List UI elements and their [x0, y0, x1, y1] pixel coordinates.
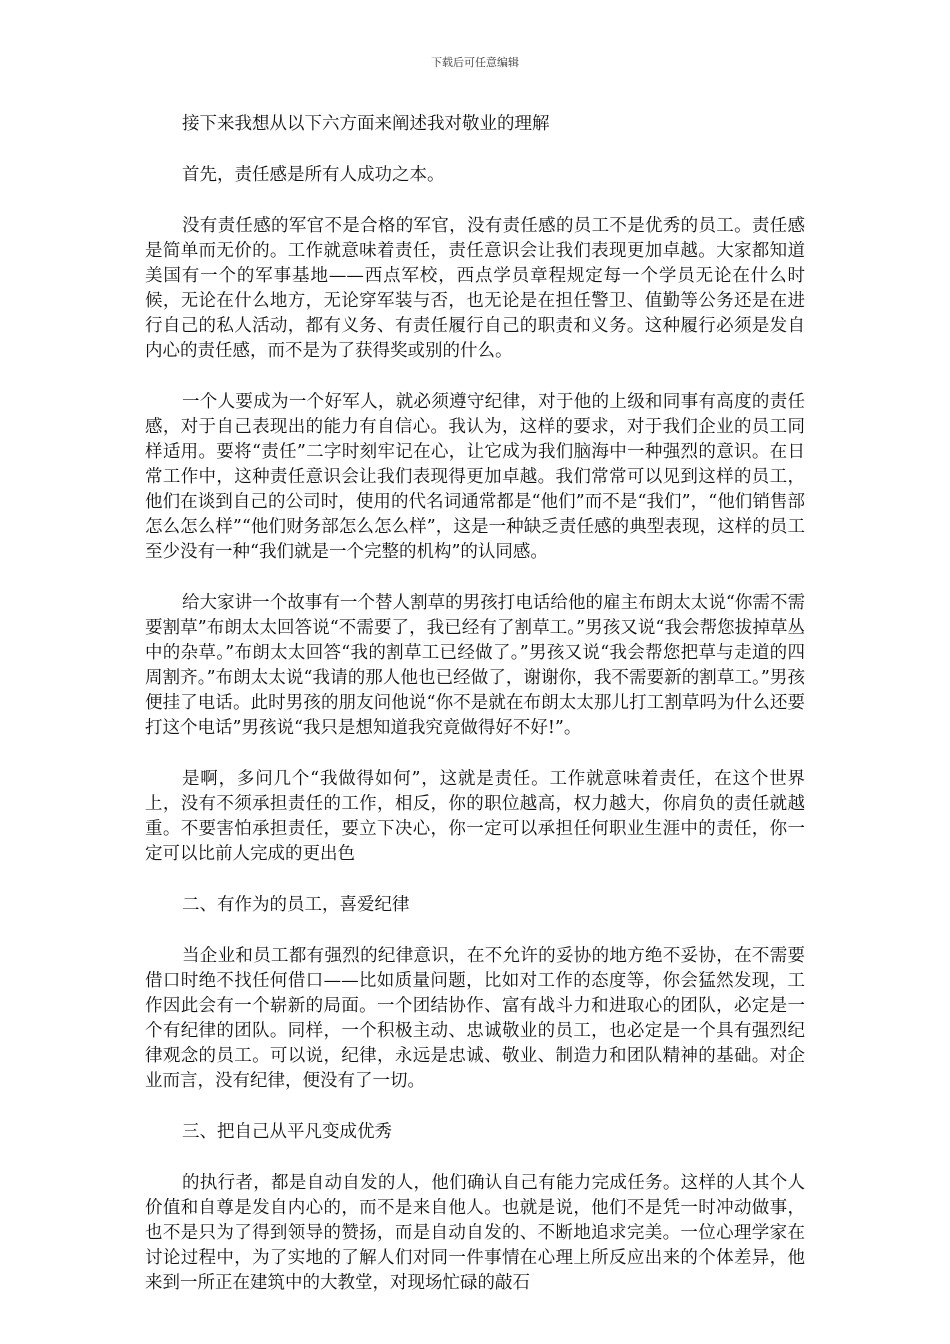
story-paragraph: 给大家讲一个故事有一个替人割草的男孩打电话给他的雇主布朗太太说“你需不需要割草”布朗太太回答说“不需要了，我已经有了割草工。”男孩又说“我会帮您拔掉草丛中的杂草。”布朗太太回答“我的割草工已经做了。”男孩又说“我会帮您把草与走道的四周割齐。”布朗太太说“我请的那人他也已经做了，谢谢你，我不需要新的割草工。”男孩便挂了电话。此时男孩的朋友问他说“你不是就在布朗太太那儿打工割草吗为什么还要打这个电话”男孩说“我只是想知道我究竟做得好不好!”。	[145, 593, 805, 738]
body-paragraph: 没有责任感的军官不是合格的军官，没有责任感的员工不是优秀的员工。责任感是简单而无价的。工作就意味着责任，责任意识会让我们表现更加卓越。大家都知道美国有一个的军事基地——西点军校，西点学员章程规定每一个学员无论在什么时候，无论在什么地方，无论穿军装与否，也无论是在担任警卫、值勤等公务还是在进行自己的私人活动，都有义务、有责任履行自己的职责和义务。这种履行必须是发自内心的责任感，而不是为了获得奖或别的什么。	[145, 216, 805, 361]
section-heading-discipline: 二、有作为的员工，喜爱纪律	[182, 895, 410, 915]
body-paragraph: 当企业和员工都有强烈的纪律意识，在不允许的妥协的地方绝不妥协，在不需要借口时绝不找任何借口——比如质量问题，比如对工作的态度等，你会猛然发现，工作因此会有一个崭新的局面。一个团结协作、富有战斗力和进取心的团队，必定是一个有纪律的团队。同样，一个积极主动、忠诚敬业的员工，也必定是一个具有强烈纪律观念的员工。可以说，纪律，永远是忠诚、敬业、制造力和团队精神的基础。对企业而言，没有纪律，便没有了一切。	[145, 946, 805, 1091]
section-heading-excellence: 三、把自己从平凡变成优秀	[182, 1122, 392, 1142]
body-paragraph: 是啊，多问几个“我做得如何”，这就是责任。工作就意味着责任，在这个世界上，没有不须承担责任的工作，相反，你的职位越高，权力越大，你肩负的责任就越重。不要害怕承担责任，要立下决心，你一定可以承担任何职业生涯中的责任，你一定可以比前人完成的更出色	[145, 769, 805, 864]
body-paragraph: 的执行者，都是自动自发的人，他们确认自己有能力完成任务。这样的人其个人价值和自尊是发自内心的，而不是来自他人。也就是说，他们不是凭一时冲动做事，也不是只为了得到领导的赞扬，而是自动自发的、不断地追求完美。一位心理学家在讨论过程中，为了实地的了解人们对同一件事情在心理上所反应出来的个体差异，他来到一所正在建筑中的大教堂，对现场忙碌的敲石	[145, 1173, 805, 1293]
section-heading-responsibility: 首先，责任感是所有人成功之本。	[182, 165, 445, 185]
document-body	[145, 112, 805, 1322]
body-paragraph: 一个人要成为一个好军人，就必须遵守纪律，对于他的上级和同事有高度的责任感，对于自己表现出的能力有自信心。我认为，这样的要求，对于我们企业的员工同样适用。要将“责任”二字时刻牢记在心，让它成为我们脑海中一种强烈的意识。在日常工作中，这种责任意识会让我们表现得更加卓越。我们常常可以见到这样的员工，他们在谈到自己的公司时，使用的代名词通常都是“他们”而不是“我们”，“他们销售部怎么怎么样”“他们财务部怎么怎么样”，这是一种缺乏责任感的典型表现，这样的员工至少没有一种“我们就是一个完整的机构”的认同感。	[145, 392, 805, 562]
intro-paragraph: 接下来我想从以下六方面来阐述我对敬业的理解	[182, 114, 550, 134]
page-header-note: 下载后可任意编辑	[431, 56, 519, 69]
